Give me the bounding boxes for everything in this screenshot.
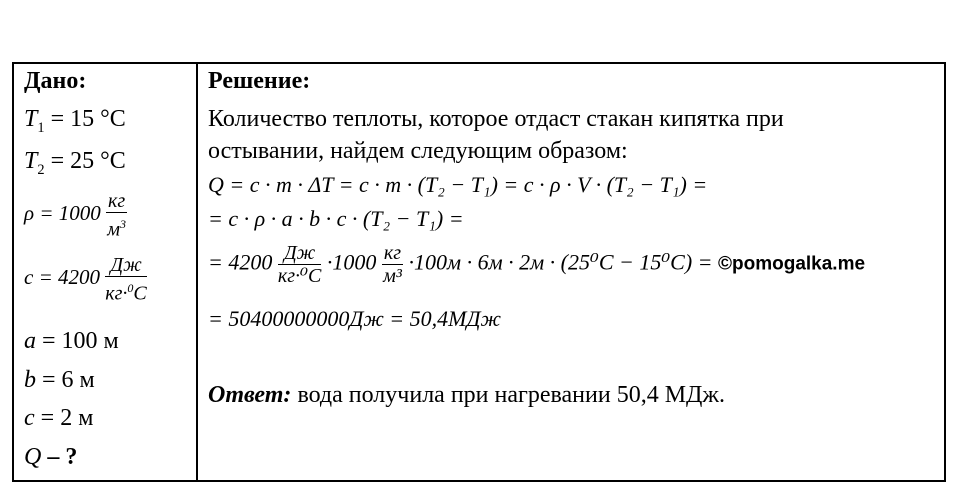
solution-column <box>198 64 944 480</box>
equation-2: = c · ρ · a · b · c · (T₂ − T₁) = <box>208 206 464 231</box>
given-c-length: c = 2 м <box>24 405 94 431</box>
solution-text-2: остывании, найдем следующим образом: <box>208 138 628 164</box>
given-q: Q – ? <box>24 444 78 470</box>
given-column <box>14 64 198 480</box>
given-rho: ρ = 1000 $\frac{кг}{м^3}$ <box>24 190 126 241</box>
answer-label: Ответ: <box>208 382 292 408</box>
answer-text: вода получила при нагревании 50,4 МДж. <box>291 382 725 408</box>
given-b: b = 6 м <box>24 367 95 393</box>
equation-4: = 50400000000Дж = 50,4МДж <box>208 306 501 331</box>
given-t2: $T_2 = 25$ °C <box>24 148 126 178</box>
given-t1: $T_1 = 15$ °C <box>24 106 126 136</box>
solution-table <box>12 62 946 482</box>
equation-1: Q = c · m · ΔT = c · m · (T₂ − T₁) = c · ρ · V · (T₂ − T₁) = <box>208 172 708 197</box>
given-header: Дано: <box>24 68 87 94</box>
solution-header: Решение: <box>208 68 311 94</box>
solution-text-1: Количество теплоты, которое отдаст стакан кипятка при <box>208 106 784 132</box>
given-c: c = 4200 $\frac{Дж}{кг\cdot^0C}$ <box>24 254 147 305</box>
watermark: ©pomogalka.me <box>718 253 866 275</box>
given-a: a = 100 м <box>24 328 119 354</box>
answer-line <box>208 382 725 409</box>
equation-3: = 4200 $\frac{Дж}{\text{кг·⁰C}}$ ·1000 $\frac{кг}{\text{м³}}$ ·100м · 6м · 2м · (25⁰C − 15⁰C) = ©pomogalka.me <box>208 242 866 287</box>
